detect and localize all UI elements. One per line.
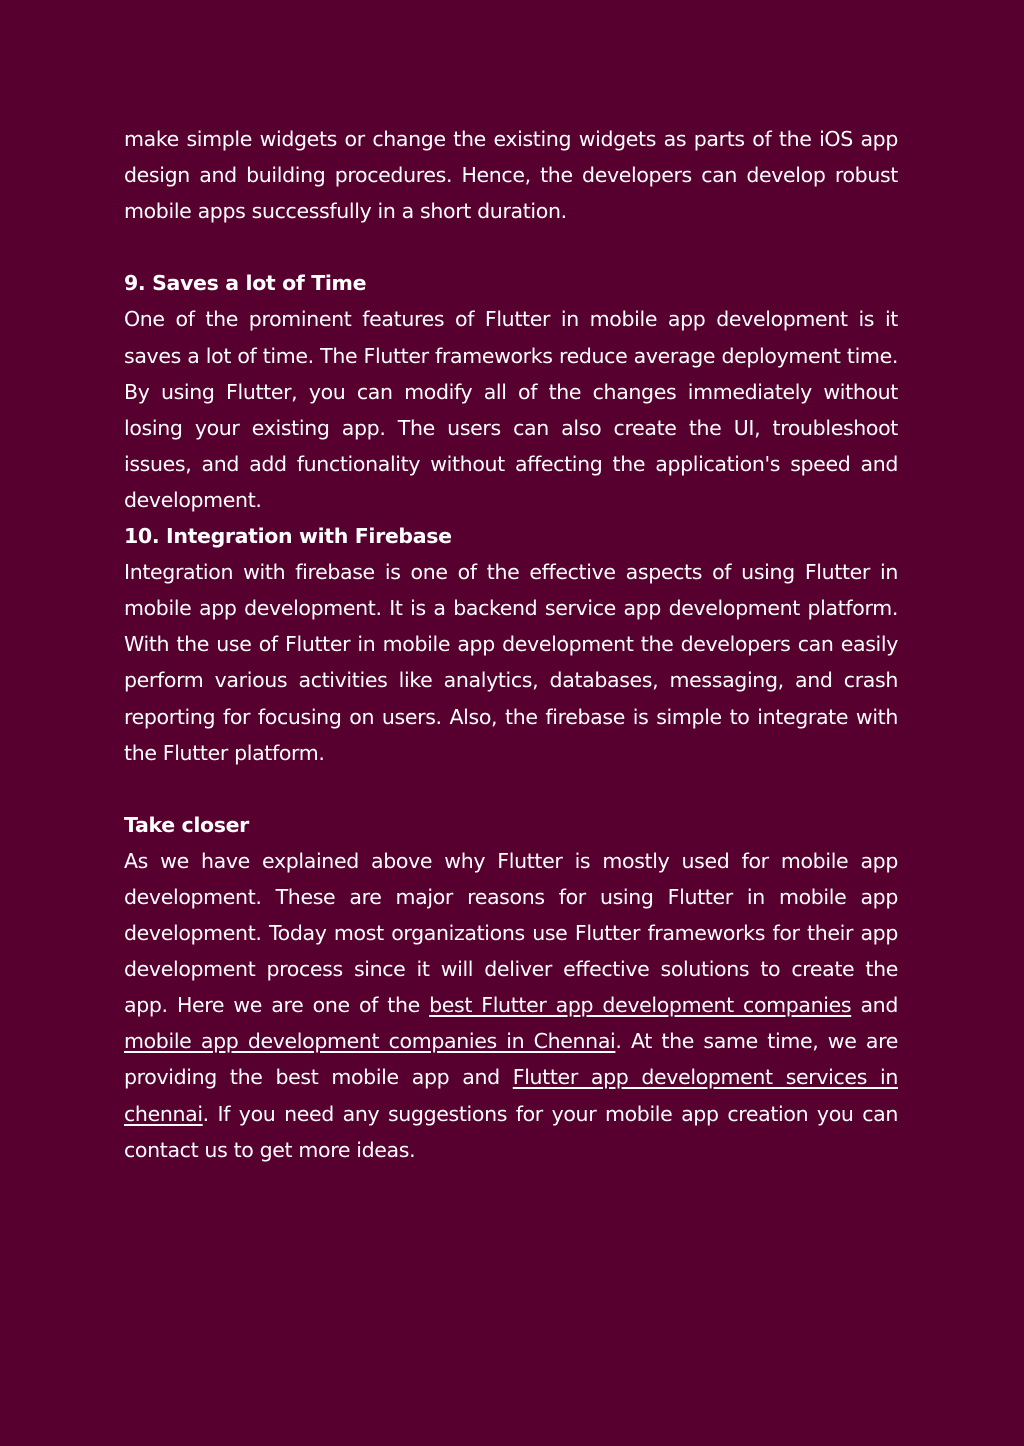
closing-text-3: . At the same time, we are providing the best mobile app and <box>124 1029 899 1090</box>
best-flutter-companies-link[interactable]: best Flutter app development companies <box>429 993 852 1018</box>
closing-text-2: and <box>851 993 898 1018</box>
section-9-heading: 9. Saves a lot of Time <box>124 271 367 296</box>
section-10-heading: 10. Integration with Firebase <box>124 524 452 549</box>
flutter-services-chennai-link[interactable]: Flutter app development services in chennai <box>124 1065 898 1126</box>
document-body <box>124 121 898 1168</box>
paragraph-spacer <box>124 229 898 265</box>
closing-paragraph <box>124 843 898 1168</box>
closing-text-4: . If you need any suggestions for your mobile app creation you can contact us to get more ideas. <box>124 1101 898 1162</box>
section-10-paragraph: Integration with firebase is one of the effective aspects of using Flutter in mobile app development. It is a backend service app development platform. With the use of Flutter in mobile app development the developers can easily perform various activities like analytics, databases, messaging, and crash reporting for focusing on users. Also, the firebase is simple to integrate with the Flutter platform. <box>124 560 898 765</box>
closing-heading: Take closer <box>124 812 249 837</box>
intro-paragraph: make simple widgets or change the existing widgets as parts of the iOS app design and building procedures. Hence, the developers can develop robust mobile apps successfully in a short duration. <box>124 127 898 224</box>
section-9-paragraph: One of the prominent features of Flutter in mobile app development is it saves a lot of time. The Flutter frameworks reduce average deployment time. By using Flutter, you can modify all of the changes immediately without losing your existing app. The users can also create the UI, troubleshoot issues, and add functionality without affecting the application's speed and development. <box>124 307 898 512</box>
closing-text-1: As we have explained above why Flutter is mostly used for mobile app development. These are major reasons for using Flutter in mobile app development. Today most organizations use Flutter frameworks for their app development process since it will deliver effective solutions to create the app. Here we are one of the <box>124 848 898 1018</box>
paragraph-spacer <box>124 771 898 807</box>
chennai-companies-link[interactable]: mobile app development companies in Chennai <box>124 1029 616 1054</box>
